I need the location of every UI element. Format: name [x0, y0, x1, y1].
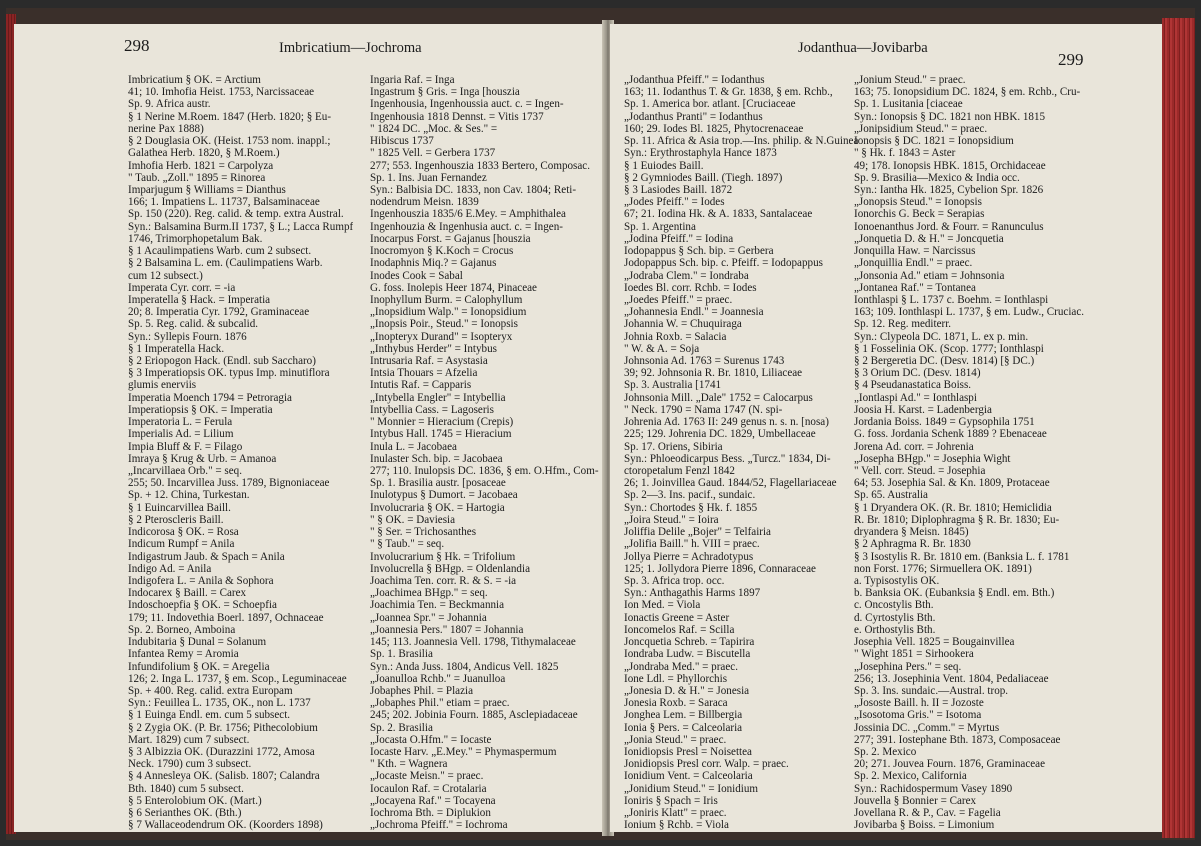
- entry-line: Sp. 150 (220). Reg. calid. & temp. extra Austral.: [128, 208, 344, 221]
- entry-line: § 1 Euiodes Baill.: [624, 159, 704, 172]
- entry-line: ctoropetalum Fenzl 1842: [624, 465, 735, 477]
- entry-line: „Joniris Klatt" = praec.: [624, 807, 727, 820]
- entry-line: Sp. 1. Brasilia: [370, 648, 433, 661]
- entry-line: Infundifolium § OK. = Aregelia: [128, 660, 270, 673]
- entry-line: R. Br. 1810; Diplophragma § R. Br. 1830; Eu-: [854, 513, 1060, 526]
- entry-line: Inulotypus § Dumort. = Jacobaea: [370, 489, 518, 502]
- entry-line: § 2 Bergeretia DC. (Desv. 1814) [§ DC.): [854, 355, 1035, 368]
- entry-line: Syn.: Balbisia DC. 1833, non Cav. 1804; Reti-: [370, 183, 577, 196]
- entry-line: Hibiscus 1737: [370, 135, 434, 148]
- entry-line: Jossinia DC. „Comm." = Myrtus: [854, 721, 1000, 734]
- entry-line: Imperatoria L. = Ferula: [128, 416, 233, 429]
- entry-line: „Josepha BHgp." = Josephia Wight: [854, 452, 1011, 465]
- entry-line: Sp. 1. Lusitania [ciaceae: [854, 98, 963, 111]
- entry-line: „Joannea Spr." = Johannia: [370, 611, 487, 624]
- entry-line: " W. & A. = Soja: [624, 342, 700, 355]
- entry-line: „Johannesia Endl." = Joannesia: [624, 306, 764, 319]
- entry-line: Joncquetia Schreb. = Tapirira: [624, 636, 755, 649]
- entry-line: § 2 Zygia OK. (P. Br. 1756; Pithecolobium: [128, 721, 318, 734]
- entry-line: Indocarex § Baill. = Carex: [128, 587, 247, 600]
- entry-line: Jonidiopsis Presl corr. Walp. = praec.: [624, 758, 789, 771]
- entry-line: Sp. 9. Brasilia—Mexico & India occ.: [854, 171, 1020, 184]
- entry-line: Ione Ldl. = Phyllorchis: [624, 672, 728, 685]
- entry-line: „Isosotoma Gris." = Isotoma: [854, 709, 982, 722]
- left-column-1: [128, 74, 353, 832]
- entry-line: „Jonia Steud." = praec.: [624, 733, 727, 746]
- entry-line: Syn.: Ionopsis § DC. 1821 non HBK. 1815: [854, 110, 1046, 123]
- entry-line: § 2 Gymniodes Baill. (Tiegh. 1897): [624, 171, 783, 184]
- entry-line: „Jonquillia Endl." = praec.: [854, 257, 973, 270]
- entry-line: Syn.: Feuillea L. 1735, OK., non L. 1737: [128, 697, 311, 710]
- entry-line: Joachima Ten. corr. R. & S. = -ia: [370, 574, 517, 587]
- entry-line: Indigastrum Jaub. & Spach = Anila: [128, 550, 285, 563]
- open-book: [6, 8, 1195, 840]
- entry-line: Sp. 1. America bor. atlant. [Cruciaceae: [624, 98, 796, 111]
- entry-line: Ionia § Pers. = Calceolaria: [624, 721, 743, 734]
- entry-line: " Vell. corr. Steud. = Josephia: [854, 465, 986, 477]
- entry-line: Joachimia Ten. = Beckmannia: [370, 599, 505, 612]
- entry-line: Indicum Rumpf = Anila: [128, 538, 235, 551]
- entry-line: „Jocaste Meisn." = praec.: [370, 770, 484, 783]
- entry-line: Imperata Cyr. corr. = -ia: [128, 281, 236, 294]
- entry-line: " 1824 DC. „Moc. & Ses." =: [370, 122, 498, 135]
- entry-line: § 3 Imperatiopsis OK. typus Imp. minutiflora: [128, 367, 330, 380]
- entry-line: Intybus Hall. 1745 = Hieracium: [370, 428, 512, 441]
- entry-line: Ioncomelos Raf. = Scilla: [624, 623, 735, 636]
- entry-line: " § OK. = Daviesia: [370, 513, 456, 526]
- entry-line: § 7 Wallaceodendrum OK. (Koorders 1898): [128, 819, 323, 832]
- entry-line: „Josephina Pers." = seq.: [854, 660, 962, 673]
- entry-line: § 3 Isostylis R. Br. 1810 em. (Banksia L. f. 1781: [854, 550, 1070, 563]
- entry-line: „Intybella Engler" = Intybellia: [370, 391, 506, 404]
- entry-line: Imperatiopsis § OK. = Imperatia: [128, 403, 273, 416]
- entry-line: 160; 29. Iodes Bl. 1825, Phytocrenaceae: [624, 122, 804, 135]
- entry-line: „Iontlaspi Ad." = Ionthlaspi: [854, 391, 977, 404]
- entry-line: „Jocasta O.Hfm." = Iocaste: [370, 733, 492, 746]
- entry-line: § 5 Enterolobium OK. (Mart.): [128, 794, 262, 807]
- entry-line: " § Hk. f. 1843 = Aster: [854, 147, 956, 160]
- entry-line: „Jonopsis Steud." = Ionopsis: [854, 196, 982, 209]
- entry-line: Inocromyon § K.Koch = Crocus: [370, 245, 514, 258]
- entry-line: glumis enerviis: [128, 379, 197, 392]
- entry-line: Johrenia Ad. 1763 II: 249 genus n. s. n. [nosa): [624, 416, 829, 429]
- right-column-1: [624, 74, 858, 832]
- entry-line: „Inopsidium Walp." = Ionopsidium: [370, 306, 527, 319]
- entry-line: Jovibarba § Boiss. = Limonium: [854, 819, 995, 832]
- entry-line: d. Cyrtostylis Bth.: [854, 611, 936, 624]
- entry-line: Imperialis Ad. = Lilium: [128, 428, 234, 441]
- entry-line: Involucraria § OK. = Hartogia: [370, 501, 505, 514]
- entry-line: Sp. 2—3. Ins. pacif., sundaic.: [624, 489, 756, 502]
- entry-line: Sp. 2. Mexico: [854, 746, 917, 759]
- entry-line: 255; 50. Incarvillea Juss. 1789, Bignoniaceae: [128, 477, 330, 490]
- entry-line: Imperatia Moench 1794 = Petroragia: [128, 391, 292, 404]
- entry-line: Indigo Ad. = Anila: [128, 562, 212, 575]
- entry-line: „Jochroma Pfeiff." = Iochroma: [370, 819, 508, 832]
- entry-line: Involucrarium § Hk. = Trifolium: [370, 550, 516, 563]
- entry-line: „Jondraba Med." = praec.: [624, 660, 738, 673]
- entry-line: Syn.: Anthagathis Harms 1897: [624, 587, 761, 600]
- entry-line: 26; 1. Joinvillea Gaud. 1844/52, Flagellariaceae: [624, 477, 837, 490]
- entry-line: Sp. 1. Argentina: [624, 220, 696, 233]
- entry-line: Indoschoepfia § OK. = Schoepfia: [128, 599, 277, 612]
- entry-line: Mart. 1829) cum 7 subsect.: [128, 733, 250, 746]
- entry-line: Intybellia Cass. = Lagoseris: [370, 403, 494, 416]
- entry-line: 20; 8. Imperatia Cyr. 1792, Graminaceae: [128, 306, 310, 319]
- entry-line: § 2 Aphragma R. Br. 1830: [854, 538, 971, 551]
- entry-line: " Kth. = Wagnera: [370, 758, 448, 771]
- entry-line: Sp. 3. Ins. sundaic.—Austral. trop.: [854, 684, 1009, 697]
- entry-line: Indicorosa § OK. = Rosa: [128, 526, 239, 539]
- entry-line: 125; 1. Jollydora Pierre 1896, Connaraceae: [624, 562, 816, 575]
- entry-line: „Joannesia Pers." 1807 = Johannia: [370, 623, 524, 636]
- entry-line: Galathea Herb. 1820, § M.Roem.): [128, 147, 280, 160]
- entry-line: Johannia W. = Chuquiraga: [624, 318, 742, 331]
- entry-line: Johnsonia Ad. 1763 = Surenus 1743: [624, 355, 785, 368]
- entry-line: „Jobaphes Phil." etiam = praec.: [370, 697, 510, 710]
- entry-line: Syn.: Rachidospermum Vasey 1890: [854, 782, 1013, 795]
- entry-line: Ionium § Rchb. = Viola: [624, 819, 729, 832]
- entry-line: Infantea Remy = Aromia: [128, 648, 239, 661]
- entry-line: Ionorchis G. Beck = Serapias: [854, 208, 985, 221]
- entry-line: „Joachimea BHgp." = seq.: [370, 587, 488, 600]
- running-head-right: Jodanthua—Jovibarba: [798, 40, 928, 56]
- entry-line: Ingenhousia 1818 Dennst. = Vitis 1737: [370, 110, 544, 123]
- entry-line: Jodopappus Sch. bip. c. Pfeiff. = Iodopappus: [624, 257, 823, 270]
- entry-line: Sp. 9. Africa austr.: [128, 98, 211, 111]
- entry-line: § 1 Nerine M.Roem. 1847 (Herb. 1820; § Eu-: [128, 110, 332, 123]
- entry-line: e. Orthostylis Bth.: [854, 623, 936, 636]
- left-column-2: [370, 74, 599, 832]
- right-page: [610, 24, 1162, 832]
- entry-line: Jorena Ad. corr. = Johrenia: [854, 440, 974, 453]
- entry-line: „Joanulloa Rchb." = Juanulloa: [370, 672, 506, 685]
- entry-line: 163; 75. Ionopsidium DC. 1824, § em. Rchb., Cru-: [854, 86, 1081, 99]
- entry-line: „Jonquetia D. & H." = Joncquetia: [854, 232, 1004, 245]
- entry-line: 145; 113. Joannesia Vell. 1798, Tithymalaceae: [370, 636, 576, 649]
- entry-line: Sp. 1. Ins. Juan Fernandez: [370, 171, 487, 184]
- entry-line: " Taub. „Zoll." 1895 = Rinorea: [128, 171, 266, 184]
- entry-line: Jobaphes Phil. = Plazia: [370, 684, 474, 697]
- entry-line: Inophyllum Burm. = Calophyllum: [370, 293, 523, 306]
- entry-line: 179; 11. Indovethia Boerl. 1897, Ochnaceae: [128, 611, 324, 624]
- entry-line: Imperatella § Hack. = Imperatia: [128, 293, 271, 306]
- entry-line: 277; 553. Ingenhouszia 1833 Bertero, Composac.: [370, 159, 590, 172]
- entry-line: Sp. 3. Australia [1741: [624, 379, 722, 392]
- entry-line: § 3 Albizzia OK. (Durazzini 1772, Amosa: [128, 746, 315, 759]
- entry-line: Jouvella § Bonnier = Carex: [854, 794, 977, 807]
- entry-line: b. Banksia OK. (Eubanksia § Endl. em. Bth.): [854, 587, 1055, 600]
- entry-line: „Jodraba Clem." = Iondraba: [624, 269, 749, 282]
- entry-line: Indubitaria § Dunal = Solanum: [128, 636, 267, 649]
- entry-line: " § Ser. = Trichosanthes: [370, 526, 477, 539]
- entry-line: Syn.: Balsamina Burm.II 1737, § L.; Lacca Rumpf: [128, 220, 354, 233]
- entry-line: „Joedes Pfeiff." = praec.: [624, 293, 733, 306]
- entry-line: a. Typisostylis OK.: [854, 574, 940, 587]
- entry-line: Ingaria Raf. = Inga: [370, 74, 455, 86]
- entry-line: „Inthybus Herder" = Intybus: [370, 342, 497, 355]
- entry-line: 64; 53. Josephia Sal. & Kn. 1809, Protaceae: [854, 477, 1050, 490]
- entry-line: " Wight 1851 = Sirhookera: [854, 648, 974, 661]
- entry-line: Ingastrum § Gris. = Inga [houszia: [370, 86, 520, 99]
- entry-line: Intsia Thouars = Afzelia: [370, 367, 478, 380]
- entry-line: " 1825 Vell. = Gerbera 1737: [370, 147, 496, 160]
- entry-line: 225; 129. Johrenia DC. 1829, Umbellaceae: [624, 428, 816, 441]
- entry-line: Inulaster Sch. bip. = Jacobaea: [370, 452, 503, 465]
- entry-line: Jonghea Lem. = Billbergia: [624, 709, 743, 722]
- entry-line: Iondraba Ludw. = Biscutella: [624, 648, 751, 661]
- entry-line: Imparjugum § Williams = Dianthus: [128, 183, 286, 196]
- entry-line: Iodopappus § Sch. bip. = Gerbera: [624, 245, 774, 258]
- entry-line: Jovellana R. & P., Cav. = Fagelia: [854, 807, 1001, 820]
- entry-line: Sp. 2. Mexico, California: [854, 770, 967, 783]
- entry-line: § 1 Imperatella Hack.: [128, 342, 225, 355]
- entry-line: Iochroma Bth. = Diplukion: [370, 807, 491, 820]
- entry-line: 245; 202. Jobinia Fourn. 1885, Asclepiadaceae: [370, 709, 578, 722]
- entry-line: Sp. 11. Africa & Asia trop.—Ins. philip. & N.Guinea: [624, 135, 859, 148]
- entry-line: Syn.: Anda Juss. 1804, Andicus Vell. 1825: [370, 660, 559, 673]
- left-page: [14, 24, 606, 832]
- entry-line: Ionactis Greene = Aster: [624, 611, 730, 624]
- right-column-2: [854, 74, 1084, 832]
- entry-line: Jordania Boiss. 1849 = Gypsophila 1751: [854, 416, 1035, 429]
- entry-line: Inocarpus Forst. = Gajanus [houszia: [370, 232, 531, 245]
- entry-line: „Jonium Steud." = praec.: [854, 74, 966, 86]
- entry-line: Bth. 1840) cum 5 subsect.: [128, 782, 244, 795]
- entry-line: Inodaphnis Miq.? = Gajanus: [370, 257, 497, 270]
- entry-line: Jollya Pierre = Achradotypus: [624, 550, 754, 563]
- entry-line: Ionoenanthus Jord. & Fourr. = Ranunculus: [854, 220, 1044, 233]
- entry-line: § 4 Annesleya OK. (Salisb. 1807; Calandra: [128, 770, 320, 783]
- entry-line: nerine Pax 1888): [128, 122, 204, 135]
- entry-line: „Jodanthus Pranti" = Iodanthus: [624, 110, 763, 123]
- entry-line: § 1 Acaulimpatiens Warb. cum 2 subsect.: [128, 245, 312, 258]
- entry-line: § 3 Orium DC. (Desv. 1814): [854, 367, 981, 380]
- entry-line: nodendrum Meisn. 1839: [370, 196, 479, 209]
- entry-line: Sp. 65. Australia: [854, 489, 928, 502]
- entry-line: „Jodina Pfeiff." = Iodina: [624, 232, 734, 245]
- entry-line: „Jonesia D. & H." = Jonesia: [624, 684, 750, 697]
- entry-line: Impia Bluff & F. = Filago: [128, 440, 243, 453]
- entry-line: Ioedes Bl. corr. Rchb. = Iodes: [624, 281, 757, 294]
- entry-line: Ion Med. = Viola: [624, 599, 701, 612]
- entry-line: Ionidiopsis Presl = Noisettea: [624, 746, 752, 759]
- entry-line: Syn.: Clypeola DC. 1871, L. ex p. min.: [854, 330, 1029, 343]
- entry-line: Intutis Raf. = Capparis: [370, 379, 472, 392]
- right-page-edges: [1162, 18, 1195, 838]
- entry-line: G. foss. Inolepis Heer 1874, Pinaceae: [370, 281, 537, 294]
- entry-line: Joliffia Delile „Bojer" = Telfairia: [624, 526, 771, 539]
- entry-line: Ionopsis § DC. 1821 = Ionopsidium: [854, 135, 1014, 148]
- entry-line: „Inopteryx Durand" = Isopteryx: [370, 330, 513, 343]
- entry-line: 277; 391. Iostephane Bth. 1873, Composaceae: [854, 733, 1061, 746]
- page-number-left: 298: [124, 36, 150, 55]
- entry-line: Iocaulon Raf. = Crotalaria: [370, 782, 487, 795]
- entry-line: Indigofera L. = Anila & Sophora: [128, 574, 274, 587]
- entry-line: „Jonipsidium Steud." = praec.: [854, 122, 988, 135]
- entry-line: Ionthlaspi § L. 1737 c. Boehm. = Ionthlaspi: [854, 293, 1049, 306]
- entry-line: § 1 Dryandera OK. (R. Br. 1810; Hemiclidia: [854, 501, 1052, 514]
- entry-line: 41; 10. Imhofia Heist. 1753, Narcissaceae: [128, 86, 315, 99]
- entry-line: dryandera § Meisn. 1845): [854, 526, 969, 539]
- entry-line: Jonesia Roxb. = Saraca: [624, 697, 728, 710]
- entry-line: 1746, Trimorphopetalum Bak.: [128, 232, 263, 245]
- entry-line: Syn.: Phloeodicarpus Bess. „Turcz." 1834, Di-: [624, 452, 831, 465]
- entry-line: 49; 178. Ionopsis HBK. 1815, Orchidaceae: [854, 159, 1046, 172]
- entry-line: Josephia Vell. 1825 = Bougainvillea: [854, 636, 1015, 649]
- entry-line: Inula L. = Jacobaea: [370, 440, 457, 453]
- entry-line: „Inopsis Poir., Steud." = Ionopsis: [370, 318, 518, 331]
- entry-line: 163; 11. Iodanthus T. & Gr. 1838, § em. Rchb.,: [624, 86, 833, 99]
- entry-line: Syn.: Syllepis Fourn. 1876: [128, 330, 247, 343]
- entry-line: Syn.: Chortodes § Hk. f. 1855: [624, 501, 758, 514]
- entry-line: Syn.: Iantha Hk. 1825, Cybelion Spr. 1826: [854, 183, 1044, 196]
- entry-line: § 4 Pseudanastatica Boiss.: [854, 379, 972, 392]
- entry-line: Sp. 2. Brasilia: [370, 721, 433, 734]
- entry-line: Sp. 2. Borneo, Amboina: [128, 623, 236, 636]
- entry-line: § 2 Douglasia OK. (Heist. 1753 nom. inappl.;: [128, 135, 331, 148]
- entry-line: Ingenhouzia & Ingenhusia auct. c. = Ingen-: [370, 220, 563, 233]
- entry-line: § 2 Eriopogon Hack. (Endl. sub Saccharo): [128, 355, 316, 368]
- entry-line: Johnia Roxb. = Salacia: [624, 330, 727, 343]
- entry-line: Iocaste Harv. „E.Mey." = Phymaspermum: [370, 746, 557, 759]
- entry-line: „Jontanea Raf." = Tontanea: [854, 281, 976, 294]
- entry-line: Syn.: Erythrostaphyla Hance 1873: [624, 147, 777, 160]
- entry-line: „Jososte Baill. h. II = Jozoste: [854, 697, 984, 710]
- entry-line: Jonquilla Haw. = Narcissus: [854, 245, 976, 258]
- entry-line: 20; 271. Jouvea Fourn. 1876, Graminaceae: [854, 758, 1046, 771]
- entry-line: Joosia H. Karst. = Ladenbergia: [854, 403, 992, 416]
- entry-line: „Joira Steud." = Ioira: [624, 513, 719, 526]
- entry-line: Sp. 5. Reg. calid. & subcalid.: [128, 318, 259, 331]
- entry-line: 163; 109. Ionthlaspi L. 1737, § em. Ludw., Cruciac.: [854, 306, 1085, 319]
- entry-line: Sp. 17. Oriens, Sibiria: [624, 440, 723, 453]
- entry-line: § 1 Euinga Endl. em. cum 5 subsect.: [128, 709, 291, 722]
- entry-line: § 1 Euincarvillea Baill.: [128, 501, 231, 514]
- entry-line: § 2 Balsamina L. em. (Caulimpatiens Warb.: [128, 257, 323, 270]
- entry-line: § 6 Serianthes OK. (Bth.): [128, 807, 242, 820]
- entry-line: Ioniris § Spach = Iris: [624, 794, 718, 807]
- entry-line: 67; 21. Iodina Hk. & A. 1833, Santalaceae: [624, 208, 813, 221]
- entry-line: " Monnier = Hieracium (Crepis): [370, 416, 514, 429]
- page-number-right: 299: [1058, 50, 1084, 69]
- entry-line: c. Oncostylis Bth.: [854, 599, 934, 612]
- entry-line: Imraya § Krug & Urb. = Amanoa: [128, 452, 277, 465]
- entry-line: 166; 1. Impatiens L. 11737, Balsaminaceae: [128, 196, 320, 209]
- entry-line: Sp. + 12. China, Turkestan.: [128, 489, 250, 502]
- entry-line: Johnsonia Mill. „Dale" 1752 = Calocarpus: [624, 391, 813, 404]
- entry-line: „Jocayena Raf." = Tocayena: [370, 794, 496, 807]
- entry-line: cum 12 subsect.): [128, 269, 203, 282]
- entry-line: Intrusaria Raf. = Asystasia: [370, 355, 488, 368]
- entry-line: Sp. 1. Brasilia austr. [posaceae: [370, 477, 506, 490]
- entry-line: " Neck. 1790 = Nama 1747 (N. spi-: [624, 403, 783, 416]
- entry-line: Sp. 3. Africa trop. occ.: [624, 574, 725, 587]
- entry-line: 256; 13. Josephinia Vent. 1804, Pedaliaceae: [854, 672, 1049, 685]
- entry-line: „Incarvillaea Orb." = seq.: [128, 465, 242, 477]
- entry-line: G. foss. Jordania Schenk 1889 ? Ebenaceae: [854, 428, 1047, 441]
- entry-line: non Forst. 1776; Sirmuellera OK. 1891): [854, 562, 1032, 575]
- entry-line: „Jolifia Baill." h. VIII = praec.: [624, 538, 760, 551]
- entry-line: Neck. 1790) cum 3 subsect.: [128, 758, 252, 771]
- entry-line: Ingenhousia, Ingenhoussia auct. c. = Ingen-: [370, 98, 564, 111]
- entry-line: „Jodes Pfeiff." = Iodes: [624, 196, 725, 209]
- entry-line: § 3 Lasiodes Baill. 1872: [624, 183, 733, 196]
- entry-line: 39; 92. Johnsonia R. Br. 1810, Liliaceae: [624, 367, 803, 380]
- entry-line: „Jonsonia Ad." etiam = Johnsonia: [854, 269, 1005, 282]
- entry-line: " § Taub." = seq.: [370, 538, 445, 551]
- entry-line: Imbricatium § OK. = Arctium: [128, 74, 261, 86]
- entry-line: § 2 Pteroscleris Baill.: [128, 513, 224, 526]
- entry-line: § 1 Fosselinia OK. (Scop. 1777; Ionthlaspi: [854, 342, 1044, 355]
- entry-line: Imhofia Herb. 1821 = Carpolyza: [128, 159, 274, 172]
- entry-line: 277; 110. Inulopsis DC. 1836, § em. O.Hfm., Com-: [370, 465, 599, 477]
- running-head-left: Imbricatium—Jochroma: [279, 40, 422, 56]
- entry-line: Sp. 12. Reg. mediterr.: [854, 318, 952, 331]
- entry-line: „Jonidium Steud." = Ionidium: [624, 782, 759, 795]
- entry-line: Ionidium Vent. = Calceolaria: [624, 770, 753, 783]
- entry-line: Inodes Cook = Sabal: [370, 269, 463, 282]
- entry-line: Ingenhouszia 1835/6 E.Mey. = Amphithalea: [370, 208, 566, 221]
- entry-line: Sp. + 400. Reg. calid. extra Europam: [128, 684, 293, 697]
- entry-line: 126; 2. Inga L. 1737, § em. Scop., Leguminaceae: [128, 672, 347, 685]
- entry-line: „Jodanthua Pfeiff." = Iodanthus: [624, 74, 765, 86]
- entry-line: Involucrella § BHgp. = Oldenlandia: [370, 562, 530, 575]
